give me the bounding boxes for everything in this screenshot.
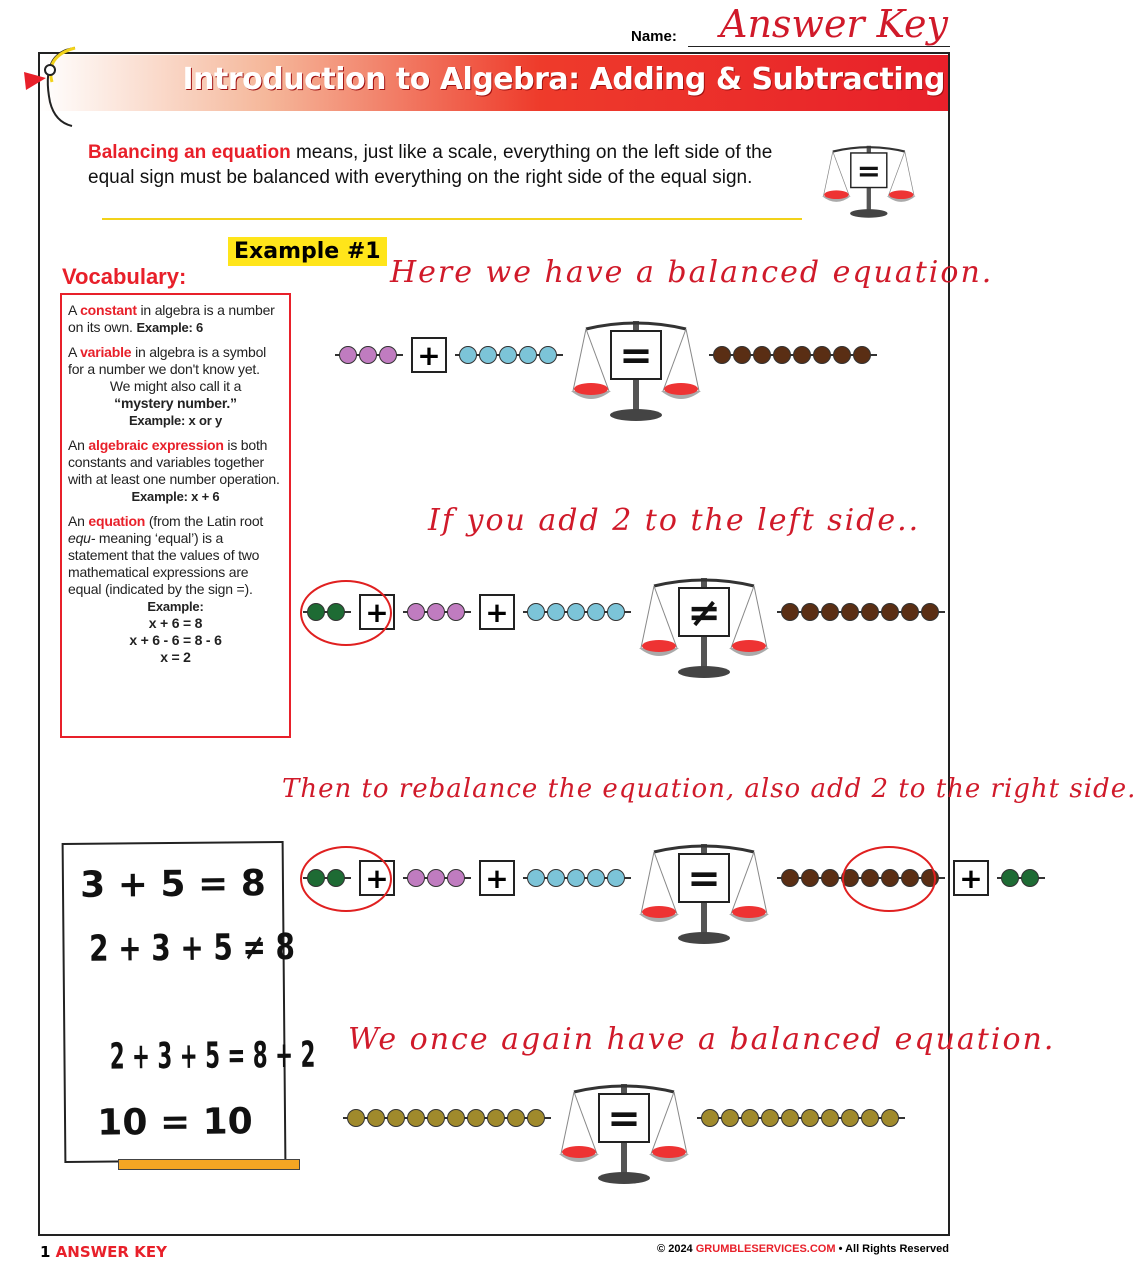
bead — [587, 869, 605, 887]
name-value: Answer Key — [720, 2, 948, 46]
page-title: Introduction to Algebra: Adding & Subtracting — [182, 62, 945, 97]
bead — [479, 346, 497, 364]
purple-bead-group — [403, 866, 471, 890]
balance-scale — [639, 856, 769, 902]
bead — [447, 1109, 465, 1127]
scale-sign: = — [687, 856, 721, 902]
bead — [833, 346, 851, 364]
bead — [801, 1109, 819, 1127]
bead — [841, 1109, 859, 1127]
vocab-equation: An equation (from the Latin root equ- meaning ‘equal’) is a statement that the values of two mathematical expressions are equal (indicated by the sign =). Example: x + 6 = 8 x + 6 - 6 = 8 - 6 x = 2 — [68, 513, 264, 665]
bead — [733, 346, 751, 364]
footer-copyright: © 2024 GRUMBLESERVICES.COM • All Rights Reserved — [657, 1243, 949, 1255]
balance-scale-icon — [639, 570, 769, 680]
bead — [427, 603, 445, 621]
bead — [467, 1109, 485, 1127]
bead — [427, 1109, 445, 1127]
bead — [347, 1109, 365, 1127]
bead — [547, 603, 565, 621]
brown-bead-group — [709, 343, 877, 367]
highlight-circle — [300, 846, 392, 912]
bead — [781, 1109, 799, 1127]
bead — [881, 603, 899, 621]
bead — [527, 869, 545, 887]
step-3-caption: Then to rebalance the equation, also add 2 to the right side. — [282, 774, 1136, 804]
bead — [519, 346, 537, 364]
bead — [407, 1109, 425, 1127]
bird-logo-icon — [20, 42, 80, 132]
plus-sign-box: + — [411, 337, 447, 373]
equation-row-4 — [343, 1096, 905, 1142]
step-2-caption: If you add 2 to the left side.. — [428, 503, 921, 538]
bead — [853, 346, 871, 364]
bead — [781, 869, 799, 887]
plus-sign-box: + — [359, 594, 395, 630]
bead — [901, 603, 919, 621]
bead — [753, 346, 771, 364]
name-field[interactable] — [688, 46, 950, 47]
bead — [527, 1109, 545, 1127]
bead — [607, 603, 625, 621]
bead — [821, 1109, 839, 1127]
bead — [367, 1109, 385, 1127]
highlight-circle — [842, 846, 936, 912]
bead — [427, 869, 445, 887]
bead — [1001, 869, 1019, 887]
bead — [527, 603, 545, 621]
board-line: 2 + 3 + 5 ≠ 8 — [88, 926, 296, 970]
bead — [701, 1109, 719, 1127]
bead — [607, 869, 625, 887]
bead — [567, 869, 585, 887]
bead — [793, 346, 811, 364]
scale-icon — [822, 140, 916, 222]
bead — [547, 869, 565, 887]
bead — [713, 346, 731, 364]
bead — [1021, 869, 1039, 887]
plus-sign-box: + — [359, 860, 395, 896]
bead — [821, 603, 839, 621]
bead — [773, 346, 791, 364]
intro-body: means, just like a scale, everything on the left side of the equal sign must be balanced with everything on the right side of the equal sign. — [88, 142, 773, 188]
chalkboard — [62, 841, 316, 1163]
board-line: 2 + 3 + 5 = 8 + 2 — [109, 1034, 316, 1078]
vocab-variable: A variable in algebra is a symbol for a number we don't know yet. We might also call it a “mystery number.” Example: x or y — [68, 344, 267, 428]
bead — [407, 869, 425, 887]
bead — [861, 603, 879, 621]
scale-sign: ≠ — [687, 590, 721, 636]
balance-scale — [559, 1096, 689, 1142]
divider — [102, 218, 802, 220]
intro-text — [88, 140, 803, 190]
example-badge: Example #1 — [228, 237, 387, 266]
bead — [567, 603, 585, 621]
bead — [499, 346, 517, 364]
board-line: 10 = 10 — [97, 1101, 253, 1144]
bead — [921, 603, 939, 621]
balance-scale — [639, 590, 769, 636]
site-link[interactable]: GRUMBLESERVICES.COM — [695, 1243, 836, 1255]
balance-scale-icon — [639, 836, 769, 946]
bead — [539, 346, 557, 364]
blue-bead-group — [523, 866, 631, 890]
bead — [447, 603, 465, 621]
vocab-title: Vocabulary: — [62, 264, 187, 289]
olive-bead-group — [343, 1106, 551, 1130]
bead — [359, 346, 377, 364]
name-label: Name: — [631, 28, 677, 45]
bead — [741, 1109, 759, 1127]
bead — [379, 346, 397, 364]
green-bead-group — [997, 866, 1045, 890]
scale-sign: = — [607, 1096, 641, 1142]
bead — [861, 1109, 879, 1127]
balance-scale-icon — [571, 313, 701, 423]
bead — [813, 346, 831, 364]
bead — [587, 603, 605, 621]
balance-scale-icon — [822, 140, 916, 219]
bead — [801, 603, 819, 621]
bead — [339, 346, 357, 364]
balance-scale — [571, 333, 701, 379]
bead — [387, 1109, 405, 1127]
bead — [881, 1109, 899, 1127]
board-line: 3 + 5 = 8 — [79, 863, 266, 906]
plus-sign-box: + — [953, 860, 989, 896]
olive-bead-group — [697, 1106, 905, 1130]
equation-row-1 — [335, 333, 877, 379]
intro-term: Balancing an equation — [88, 142, 291, 163]
blue-bead-group — [523, 600, 631, 624]
highlight-circle — [300, 580, 392, 646]
equation-row-2 — [303, 590, 945, 636]
plus-sign-box: + — [479, 594, 515, 630]
bead — [407, 603, 425, 621]
purple-bead-group — [403, 600, 471, 624]
plus-sign-box: + — [479, 860, 515, 896]
step-4-caption: We once again have a balanced equation. — [348, 1022, 1056, 1057]
scale-sign: = — [619, 333, 653, 379]
bead — [447, 869, 465, 887]
bead — [761, 1109, 779, 1127]
purple-bead-group — [335, 343, 403, 367]
bead — [721, 1109, 739, 1127]
bead — [821, 869, 839, 887]
bead — [487, 1109, 505, 1127]
bead — [459, 346, 477, 364]
bead — [781, 603, 799, 621]
bead — [841, 603, 859, 621]
blue-bead-group — [455, 343, 563, 367]
step-1-caption: Here we have a balanced equation. — [390, 255, 994, 290]
scale-sign: = — [856, 153, 881, 188]
balance-scale-icon — [559, 1076, 689, 1186]
footer-page: 1 ANSWER KEY — [40, 1243, 167, 1261]
pencil-icon — [118, 1159, 300, 1170]
vocab-expression: An algebraic expression is both constants and variables together with at least one number operation. Example: x + 6 — [68, 437, 280, 504]
vocab-box — [60, 293, 291, 738]
vocab-constant: A constant in algebra is a number on its own. Example: 6 — [68, 302, 275, 335]
bead — [507, 1109, 525, 1127]
bead — [801, 869, 819, 887]
brown-bead-group — [777, 600, 945, 624]
